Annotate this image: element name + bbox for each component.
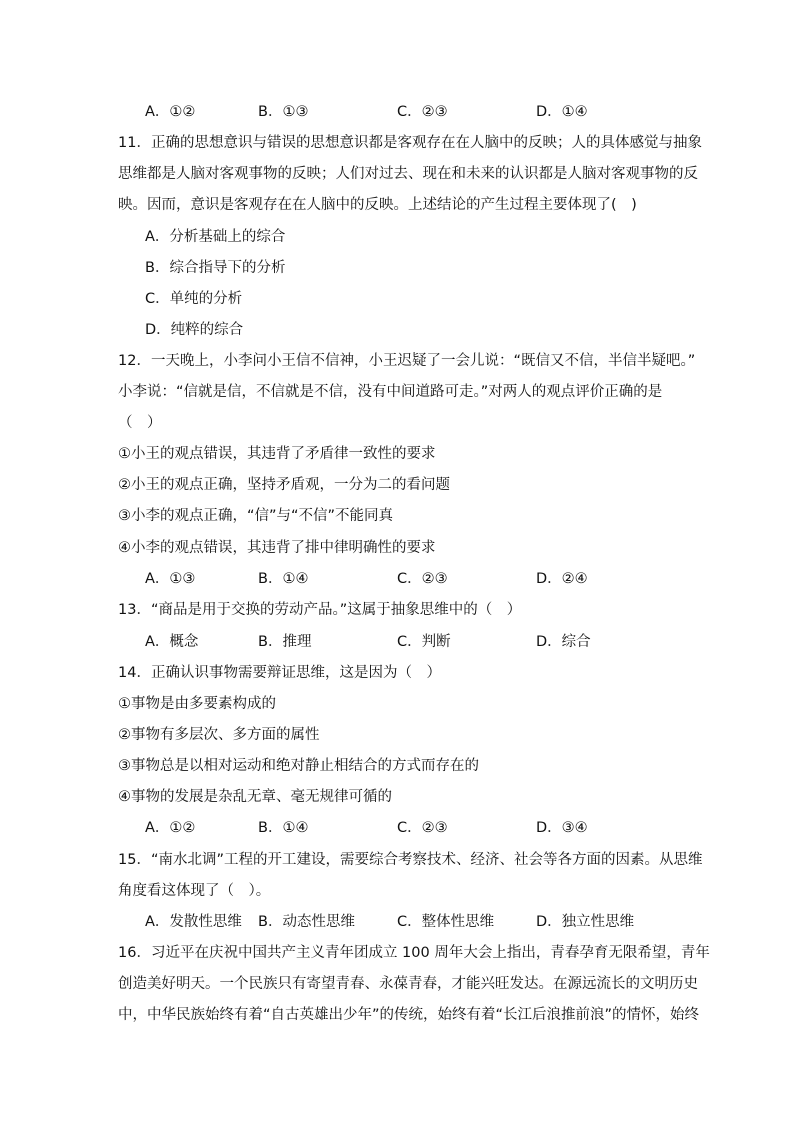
q16-stem-line-1: 16．习近平在庆祝中国共产主义青年团成立 100 周年大会上指出，青春孕育无限希望，青年 [118,945,710,961]
q12-statement-2: ②小王的观点正确，坚持矛盾观，一分为二的看问题 [118,477,450,493]
q11-stem-line-3: 映。因而，意识是客观存在在人脑中的反映。上述结论的产生过程主要体现了( ) [118,197,637,213]
q15-option-c[interactable]: C．整体性思维 [397,914,495,930]
q12-option-d[interactable]: D．②④ [536,571,588,587]
q13-option-a[interactable]: A．概念 [145,634,199,650]
q14-statement-1: ①事物是由多要素构成的 [118,696,276,712]
q14-option-c[interactable]: C．②③ [397,820,448,836]
q13-options [145,632,705,652]
q14-option-a[interactable]: A．①② [145,820,196,836]
q12-stem-line-1: 12．一天晚上，小李问小王信不信神，小王迟疑了一会儿说：“既信又不信，半信半疑吧。” [118,353,696,369]
q10-option-a[interactable]: A．①② [145,104,196,120]
q15-option-a[interactable]: A．发散性思维 [145,914,242,930]
q13-stem: 13．“商品是用于交换的劳动产品。”这属于抽象思维中的（ ） [118,602,522,618]
q14-options [145,818,705,838]
q13-option-d[interactable]: D．综合 [536,634,591,650]
q14-statement-3: ③事物总是以相对运动和绝对静止相结合的方式而存在的 [118,758,479,774]
q10-options [145,102,705,122]
q11-stem-line-2: 思维都是人脑对客观事物的反映；人们对过去、现在和未来的认识都是人脑对客观事物的反 [118,166,698,182]
q12-options [145,569,705,589]
q11-option-c[interactable]: C．单纯的分析 [145,291,243,307]
q10-option-c[interactable]: C．②③ [397,104,448,120]
q16-stem-line-3: 中，中华民族始终有着“自古英雄出少年”的传统，始终有着“长江后浪推前浪”的情怀，始终 [118,1007,700,1023]
q11-option-d[interactable]: D．纯粹的综合 [145,322,244,338]
q15-option-d[interactable]: D．独立性思维 [536,914,635,930]
q15-stem-line-1: 15．“南水北调”工程的开工建设，需要综合考察技术、经济、社会等各方面的因素。从思维 [118,852,703,868]
q11-option-a[interactable]: A．分析基础上的综合 [145,229,286,245]
q12-statement-1: ①小王的观点错误，其违背了矛盾律一致性的要求 [118,446,436,462]
q15-option-b[interactable]: B．动态性思维 [258,914,355,930]
q13-option-b[interactable]: B．推理 [258,634,312,650]
q12-statement-3: ③小李的观点正确，“信”与“不信”不能同真 [118,508,394,524]
q11-option-b[interactable]: B．综合指导下的分析 [145,260,286,276]
q16-stem-line-2: 创造美好明天。一个民族只有寄望青春、永葆青春，才能兴旺发达。在源远流长的文明历史 [118,976,698,992]
q10-option-b[interactable]: B．①③ [258,104,309,120]
q12-statement-4: ④小李的观点错误，其违背了排中律明确性的要求 [118,540,436,556]
q12-option-c[interactable]: C．②③ [397,571,448,587]
q13-option-c[interactable]: C．判断 [397,634,451,650]
q12-option-b[interactable]: B．①④ [258,571,309,587]
q12-stem-line-2: 小李说：“信就是信，不信就是不信，没有中间道路可走。”对两人的观点评价正确的是 [118,384,663,400]
q15-options [145,912,705,932]
q14-option-d[interactable]: D．③④ [536,820,588,836]
q14-statement-4: ④事物的发展是杂乱无章、毫无规律可循的 [118,789,392,805]
q14-option-b[interactable]: B．①④ [258,820,309,836]
q15-stem-line-2: 角度看这体现了（ ）。 [118,883,271,899]
q11-stem-line-1: 11．正确的思想意识与错误的思想意识都是客观存在在人脑中的反映；人的具体感觉与抽象 [118,135,702,151]
q12-stem-line-3: （ ） [118,415,162,431]
q10-option-d[interactable]: D．①④ [536,104,588,120]
q14-stem: 14．正确认识事物需要辩证思维，这是因为（ ） [118,665,441,681]
q14-statement-2: ②事物有多层次、多方面的属性 [118,727,320,743]
q12-option-a[interactable]: A．①③ [145,571,196,587]
